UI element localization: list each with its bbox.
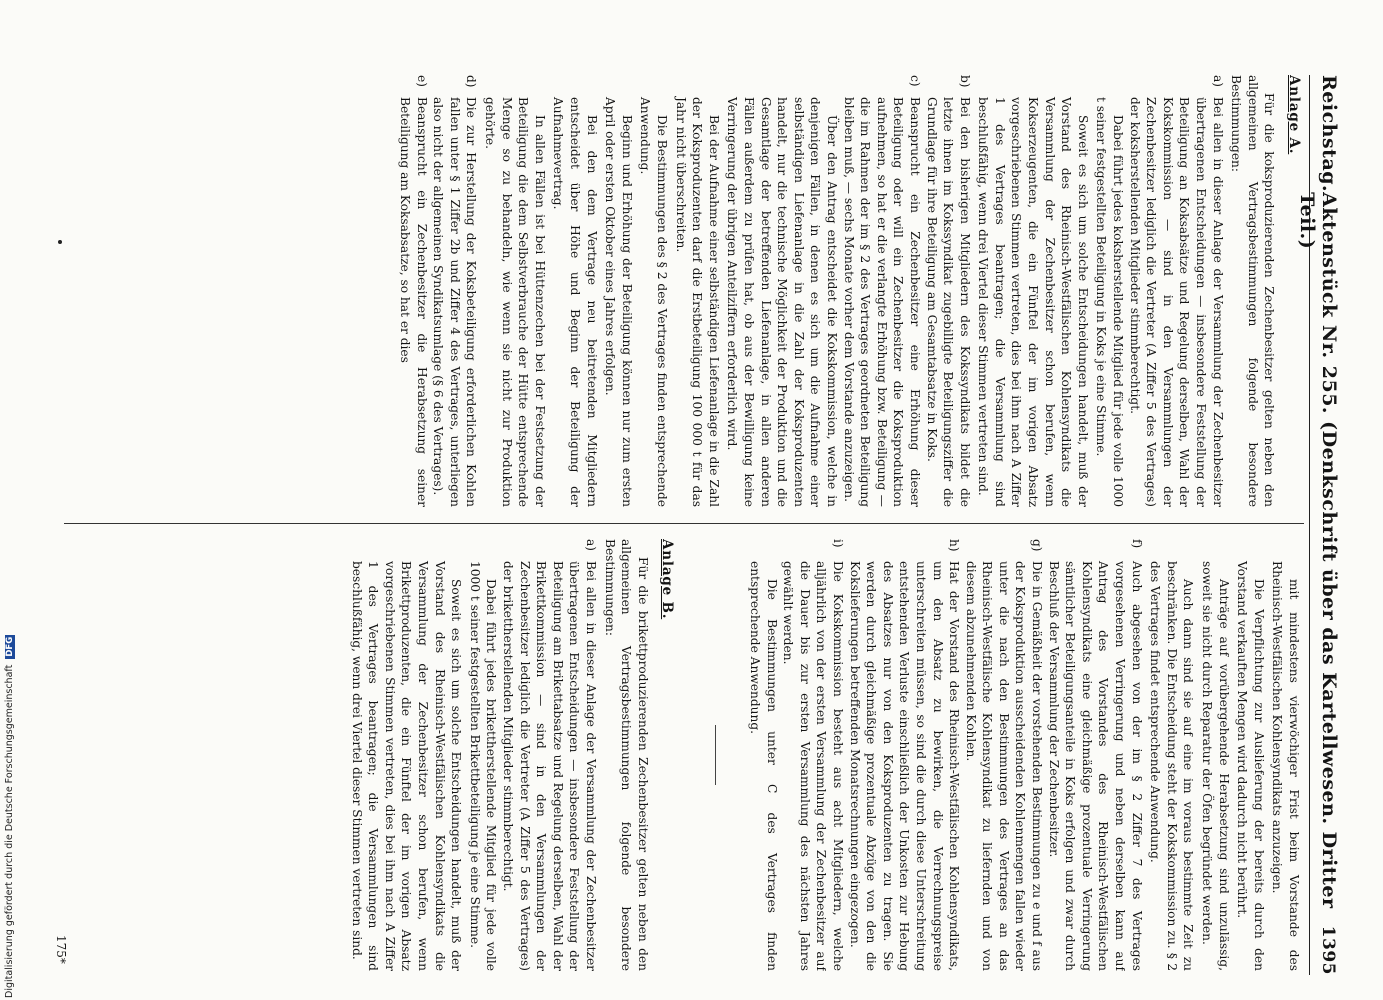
item-paragraph: Soweit es sich um solche Entscheidungen handelt, muß der Vorstand des Rheinisch-Westfälischen Kohlensyndikats die Versammlung der Zechenbesitzer schon berufen, wenn Brikettproduzenten, die ein Fünftel der im vorigen Absatz vorgeschriebenen Stimmen vertreten, dies bei ihm nach A Ziffer 1 des Vertrages beantragen; die Versammlungen sind beschlußfähig, wenn drei Viertel dieser Stimmen vertreten sind. [349, 561, 464, 971]
item-label: f) [1129, 539, 1144, 549]
left-column [57, 75, 1302, 507]
item-label: a) [1210, 75, 1225, 88]
list-item [923, 75, 973, 507]
item-label: c) [907, 75, 922, 87]
item-paragraph: Bei den dem Vertrage neu beitretenden Mitgliedern entscheidet über Höhe und Beginn der Beteiligung der Aufnahmevertrag. [551, 97, 599, 507]
list-item [1045, 539, 1145, 971]
item-paragraph: Soweit es sich um solche Entscheidungen handelt, muß der Vorstand des Rheinisch-Westfälischen Kohlensyndikats die Versammlung der Zechenbesitzer schon berufen, wenn Kokserzeugenten, die ein Fünftel der im vorigen Absatz vorgeschriebenen Stimmen vertreten, dies bei ihm nach A Ziffer 1 des Vertrages beantragen; die Versammlung sind beschlußfähig, wenn drei Viertel dieser Stimmen vertreten sind. [976, 97, 1090, 507]
item-text: Auch abgesehen von der im § 2 Ziffer 7 des Vertrages vorgesehenen Verringerung und neben derselben kann auf Antrag des Vorstandes des Rheinisch-Westfälischen Kohlensyndikats eine gleichmäßige prozentuale Verringerung sämtlicher Beteiligungsanteile in Koks erfolgen und zwar durch Beschluß der Versammlung der Zechenbesitzer. [1046, 561, 1144, 971]
item-text: Bei allen in dieser Anlage der Versammlung der Zechenbesitzer übertragenen Entscheidungen — insbesondere Feststellung der Beteiligung an Koksabsätze und Regelung derselben, Wahl der Kokskommission — sind in den Versammlungen der Zechenbesitzer lediglich die Vertreter (A Ziffer 5 des Vertrages) der koksherstellenden Mitglieder stimmberechtigt. [1127, 97, 1225, 507]
page-mark: 175* [54, 935, 68, 964]
item-text: Die in Gemäßheit der vorstehenden Bestimmungen zu e und f aus der Koksproduktion ausscheidenden Kohlenmengen fallen wieder unter die nach den Bestimmungen des Vertrages an das Rheinisch-Westfälische Kohlensyndikat zu liefernden und von diesem abzunehmenden Kohlen. [963, 561, 1045, 971]
item-paragraph: Die Bestimmungen unter C des Vertrages finden entsprechende Anwendung. [748, 561, 779, 971]
item-paragraph: Anträge auf vorübergehende Herabsetzung sind unzulässig, soweit sie nicht durch Reparatur der Öfen begründet werden. [1200, 561, 1231, 971]
item-text: Die zur Herstellung der Koksbeteiligung erforderlichen Kohlen fallen unter § 1 Ziffer 2b und Ziffer 4 des Vertrages, unterliegen also nicht der allgemeinen Syndikatsumlage (§ 6 des Vertrages). [431, 97, 479, 507]
item-text: Hat der Vorstand des Rheinisch-Westfälischen Kohlensyndikats, um den Absatz zu bewirken, die Verrechnungspreise unterschreiten müssen, so sind die durch diese Unterschreitung entstehenden Verluste einschließlich der Unkosten zur Hebung des Absatzes nur von den Koksproduzenten zu tragen. Sie werden durch gleichmäßige prozentuale Abzüge von den die Kokslieferungen betreffenden Monatsrechnungen eingezogen. [847, 561, 962, 971]
item-paragraph: Dabei führt jedes brikettherstellende Mitglied für jede volle 1000 t seiner festgestellten Brikettbeteiligung je eine Stimme. [467, 561, 499, 971]
item-text: Beansprucht ein Zechenbesitzer eine Erhöhung dieser Beteiligung oder will ein Zechenbesitzer die Koksproduktion aufnehmen, so hat er die verlangte Erhöhung bzw. Beteiligung — die im Rahmen der im § 2 des Vertrages geordneten Beteiligung bleiben muß, — sechs Monate vorher dem Vorstande anzuzeigen. [841, 97, 922, 507]
header-left: Reichstag. [1318, 75, 1340, 193]
anlage-a-intro: Für die koksproduzierenden Zechenbesitzer gelten neben den allgemeinen Vertragsbestimmungen folgende besondere Bestimmungen: [1229, 75, 1277, 507]
header-page-number: 1395 [1318, 925, 1338, 975]
item-label: b) [957, 75, 972, 88]
anlage-b-title: Anlage B. [659, 539, 676, 620]
item-text: Bei den bisherigen Mitgliedern des Kokssyndikats bildet die letzte ihnen im Kokssyndikat zugebilligte Beteiligungsziffer die Grundlage für ihre Beteiligung am Gesamtabsatze in Koks. [924, 97, 972, 507]
list-item [780, 539, 846, 971]
anlage-b-intro: Für die brikettproduzierenden Zechenbesitzer gelten neben den allgemeinen Vertragsbestimmungen folgende besondere Bestimmungen: [602, 539, 650, 971]
list-item [840, 75, 923, 507]
page-header [1296, 75, 1340, 975]
item-label: i) [830, 539, 845, 548]
item-text: Bei allen in dieser Anlage der Versammlung der Zechenbesitzer übertragenen Entscheidungen — insbesondere Feststellung der Beteiligung am Brikettabsatze und Regelung derselben, Wahl der Brikettkommission — sind in den Versammlungen der Zechenbesitzer lediglich die Vertreter (A Ziffer 5 des Vertrages) der brikettherstellenden Mitglieder stimmberechtigt. [501, 561, 599, 971]
item-label: g) [1030, 539, 1045, 552]
item-paragraph: mit mindestens vierwöchiger Frist beim Vorstande des Rheinisch-Westfälischen Kohlensyndikats anzuzeigen. [1270, 561, 1301, 971]
dfg-logo: DFG [5, 636, 15, 657]
item-paragraph: Dabei führt jedes koksherstellende Mitglied für jede volle 1000 t seiner festgestellten Beteiligung in Koks je eine Stimme. [1094, 97, 1126, 507]
list-item [430, 75, 480, 507]
item-paragraph: Über den Antrag entscheidet die Kokskommission, welche in denjenigen Fällen, in denen es sich um die Aufnahme einer selbständigen Liefenanlage in die Zahl der Koksproduzenten handelt, nur die technische Möglichkeit der Produktion und die Gesamtlage der betreffenden Liefenanlage, in allen anderen Fällen außerdem zu prüfen hat, ob aus der Bewilligung keine Verringerung der übrigen Anteilziffern erforderlich wird. [725, 97, 839, 507]
list-item [1126, 75, 1226, 507]
item-paragraph: Beginn und Erhöhung der Beteiligung können nur zum ersten April oder ersten Oktober eines Jahres erfolgen. [603, 97, 634, 507]
item-paragraph: Bei der Aufnahme einer selbständigen Liefenanlage in die Zahl der Koksproduzenten darf die Erstbeteiligung 100 000 t für das Jahr nicht überschreiten. [673, 97, 721, 507]
list-item [499, 539, 599, 971]
item-label: h) [947, 539, 962, 552]
item-paragraph: Auch dann sind sie auf eine im voraus bestimmte Zeit zu beschränken. Die Entscheidung steht der Kokskommission zu. § 2 des Vertrages findet entsprechende Anwendung. [1148, 561, 1196, 971]
item-paragraph: Die Verpflichtung zur Auslieferung der bereits durch den Vorstand verkauften Mengen wird dadurch nicht berührt. [1235, 561, 1266, 971]
list-item [962, 539, 1045, 971]
item-label: e) [414, 75, 429, 87]
right-column [57, 539, 1302, 971]
list-item [846, 539, 962, 971]
item-text: Die Kokskommission besteht aus acht Mitgliedern, welche alljährlich von der ersten Versammlung der Zechenbesitzer auf die Dauer bis zur ersten Versammlung des nächsten Jahres gewählt werden. [781, 561, 845, 971]
item-paragraph: In allen Fällen ist bei Hüttenzechen bei der Festsetzung der Beteiligung die dem Selbstverbrauche der Hütte entsprechende Menge so zu behandeln, wie wenn sie nicht zur Produktion gehörte. [483, 97, 547, 507]
item-label: d) [464, 75, 479, 88]
list-item [397, 75, 430, 507]
item-label: a) [584, 539, 599, 552]
document-page [50, 75, 1340, 975]
digitization-credit [4, 635, 15, 998]
item-paragraph: Die Bestimmungen des § 2 des Vertrages finden entsprechende Anwendung. [638, 97, 670, 507]
item-text: Beansprucht ein Zechenbesitzer die Herabsetzung seiner Beteiligung am Koksabsatze, so hat er dies [398, 97, 429, 507]
header-center: Aktenstück Nr. 255. (Denkschrift über das Kartellwesen. Dritter Teil.) [1296, 192, 1340, 909]
credit-text: Digitalisierung gefördert durch die Deutsche Forschungsgemeinschaft [4, 664, 15, 998]
column-divider [64, 523, 1304, 524]
anlage-a-title: Anlage A. [1286, 75, 1302, 155]
section-separator [715, 725, 716, 785]
